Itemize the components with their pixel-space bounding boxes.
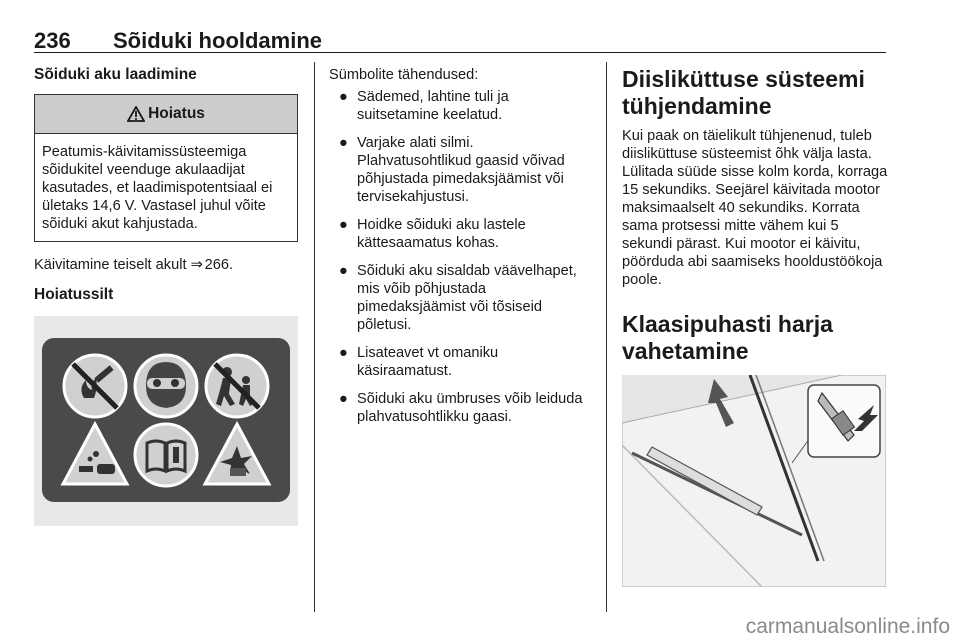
battery-warning-label-image (34, 316, 298, 526)
warning-box (34, 94, 298, 242)
column-divider-right (606, 62, 607, 612)
jumpstart-page-ref: 266. (204, 257, 234, 273)
page-number: 236 (34, 28, 71, 53)
column-middle (329, 66, 589, 436)
list-item: ● Varjake alati silmi. Plahvatusohtlikud gaasid võivad põhjustada pimedaksjäämist või tervisekahjustusi. (339, 135, 565, 205)
watermark: carmanualsonline.info (745, 615, 950, 638)
diesel-bleeding-heading: Diisliküttuse süsteemi tühjendamine (622, 66, 865, 119)
page-ref-arrow-icon: ⇒ (190, 257, 203, 273)
wiper-blade-image (622, 375, 886, 587)
chapter-title: Sõiduki hooldamine (113, 28, 323, 53)
wiper-blade-heading: Klaasipuhasti harja vahetamine (622, 311, 833, 364)
list-item: ● Sädemed, lahtine tuli ja suitsetamine keelatud. (339, 89, 509, 123)
list-item: ● Lisateavet vt omaniku käsiraamatust. (339, 345, 499, 379)
warning-triangle-icon (127, 106, 145, 122)
list-item: ● Sõiduki aku ümbruses võib leiduda plahvatusohtlikku gaasi. (339, 391, 583, 425)
keep-children-away-icon (206, 355, 268, 417)
warning-labels-heading: Hoiatussilt (34, 286, 114, 303)
jumpstart-text: Käivitamine teiselt akult (34, 257, 187, 273)
symbols-intro: Sümbolite tähendused: (329, 67, 479, 83)
symbols-list (329, 88, 589, 426)
battery-charging-heading: Sõiduki aku laadimine (34, 66, 197, 83)
jumpstart-line (34, 256, 298, 274)
column-divider-left (314, 62, 315, 612)
list-item: ● Sõiduki aku sisaldab väävelhapet, mis võib põhjustada pimedaksjäämist või tõsiseid põletusi. (339, 263, 577, 333)
read-manual-icon (135, 424, 197, 486)
column-right (622, 66, 888, 587)
no-fire-icon (64, 355, 126, 417)
warning-text: Peatumis-käivitamissüsteemiga sõidukitel veenduge akulaadijat kasutades, et laadimispotentsiaal ei ületaks 14,6 V. Vastasel juhul võite sõiduki akut kahjustada. (42, 144, 273, 232)
wiper-blade-illustration (622, 375, 886, 587)
battery-warning-symbols (34, 316, 298, 526)
column-left (34, 66, 298, 526)
eye-protection-icon (135, 355, 197, 417)
warning-title: Hoiatus (148, 105, 205, 122)
page-header (34, 28, 886, 53)
diesel-bleeding-text: Kui paak on täielikult tühjenenud, tuleb diisliküttuse süsteemist õhk välja lasta. Lülitada süüde sisse kolm korda, korraga 15 sekundiks. Seejärel käivitada mootor maksimaalselt 40 sekundiks. Korrata sama protsessi mitte vähem kui 5 sekundi pärast. Kui mootor ei käivitu, pöörduda abi saamiseks hooldustöökoja poole. (622, 128, 888, 288)
list-item: ● Hoidke sõiduki aku lastele kättesaamatus kohas. (339, 217, 526, 251)
warning-header (35, 95, 297, 134)
